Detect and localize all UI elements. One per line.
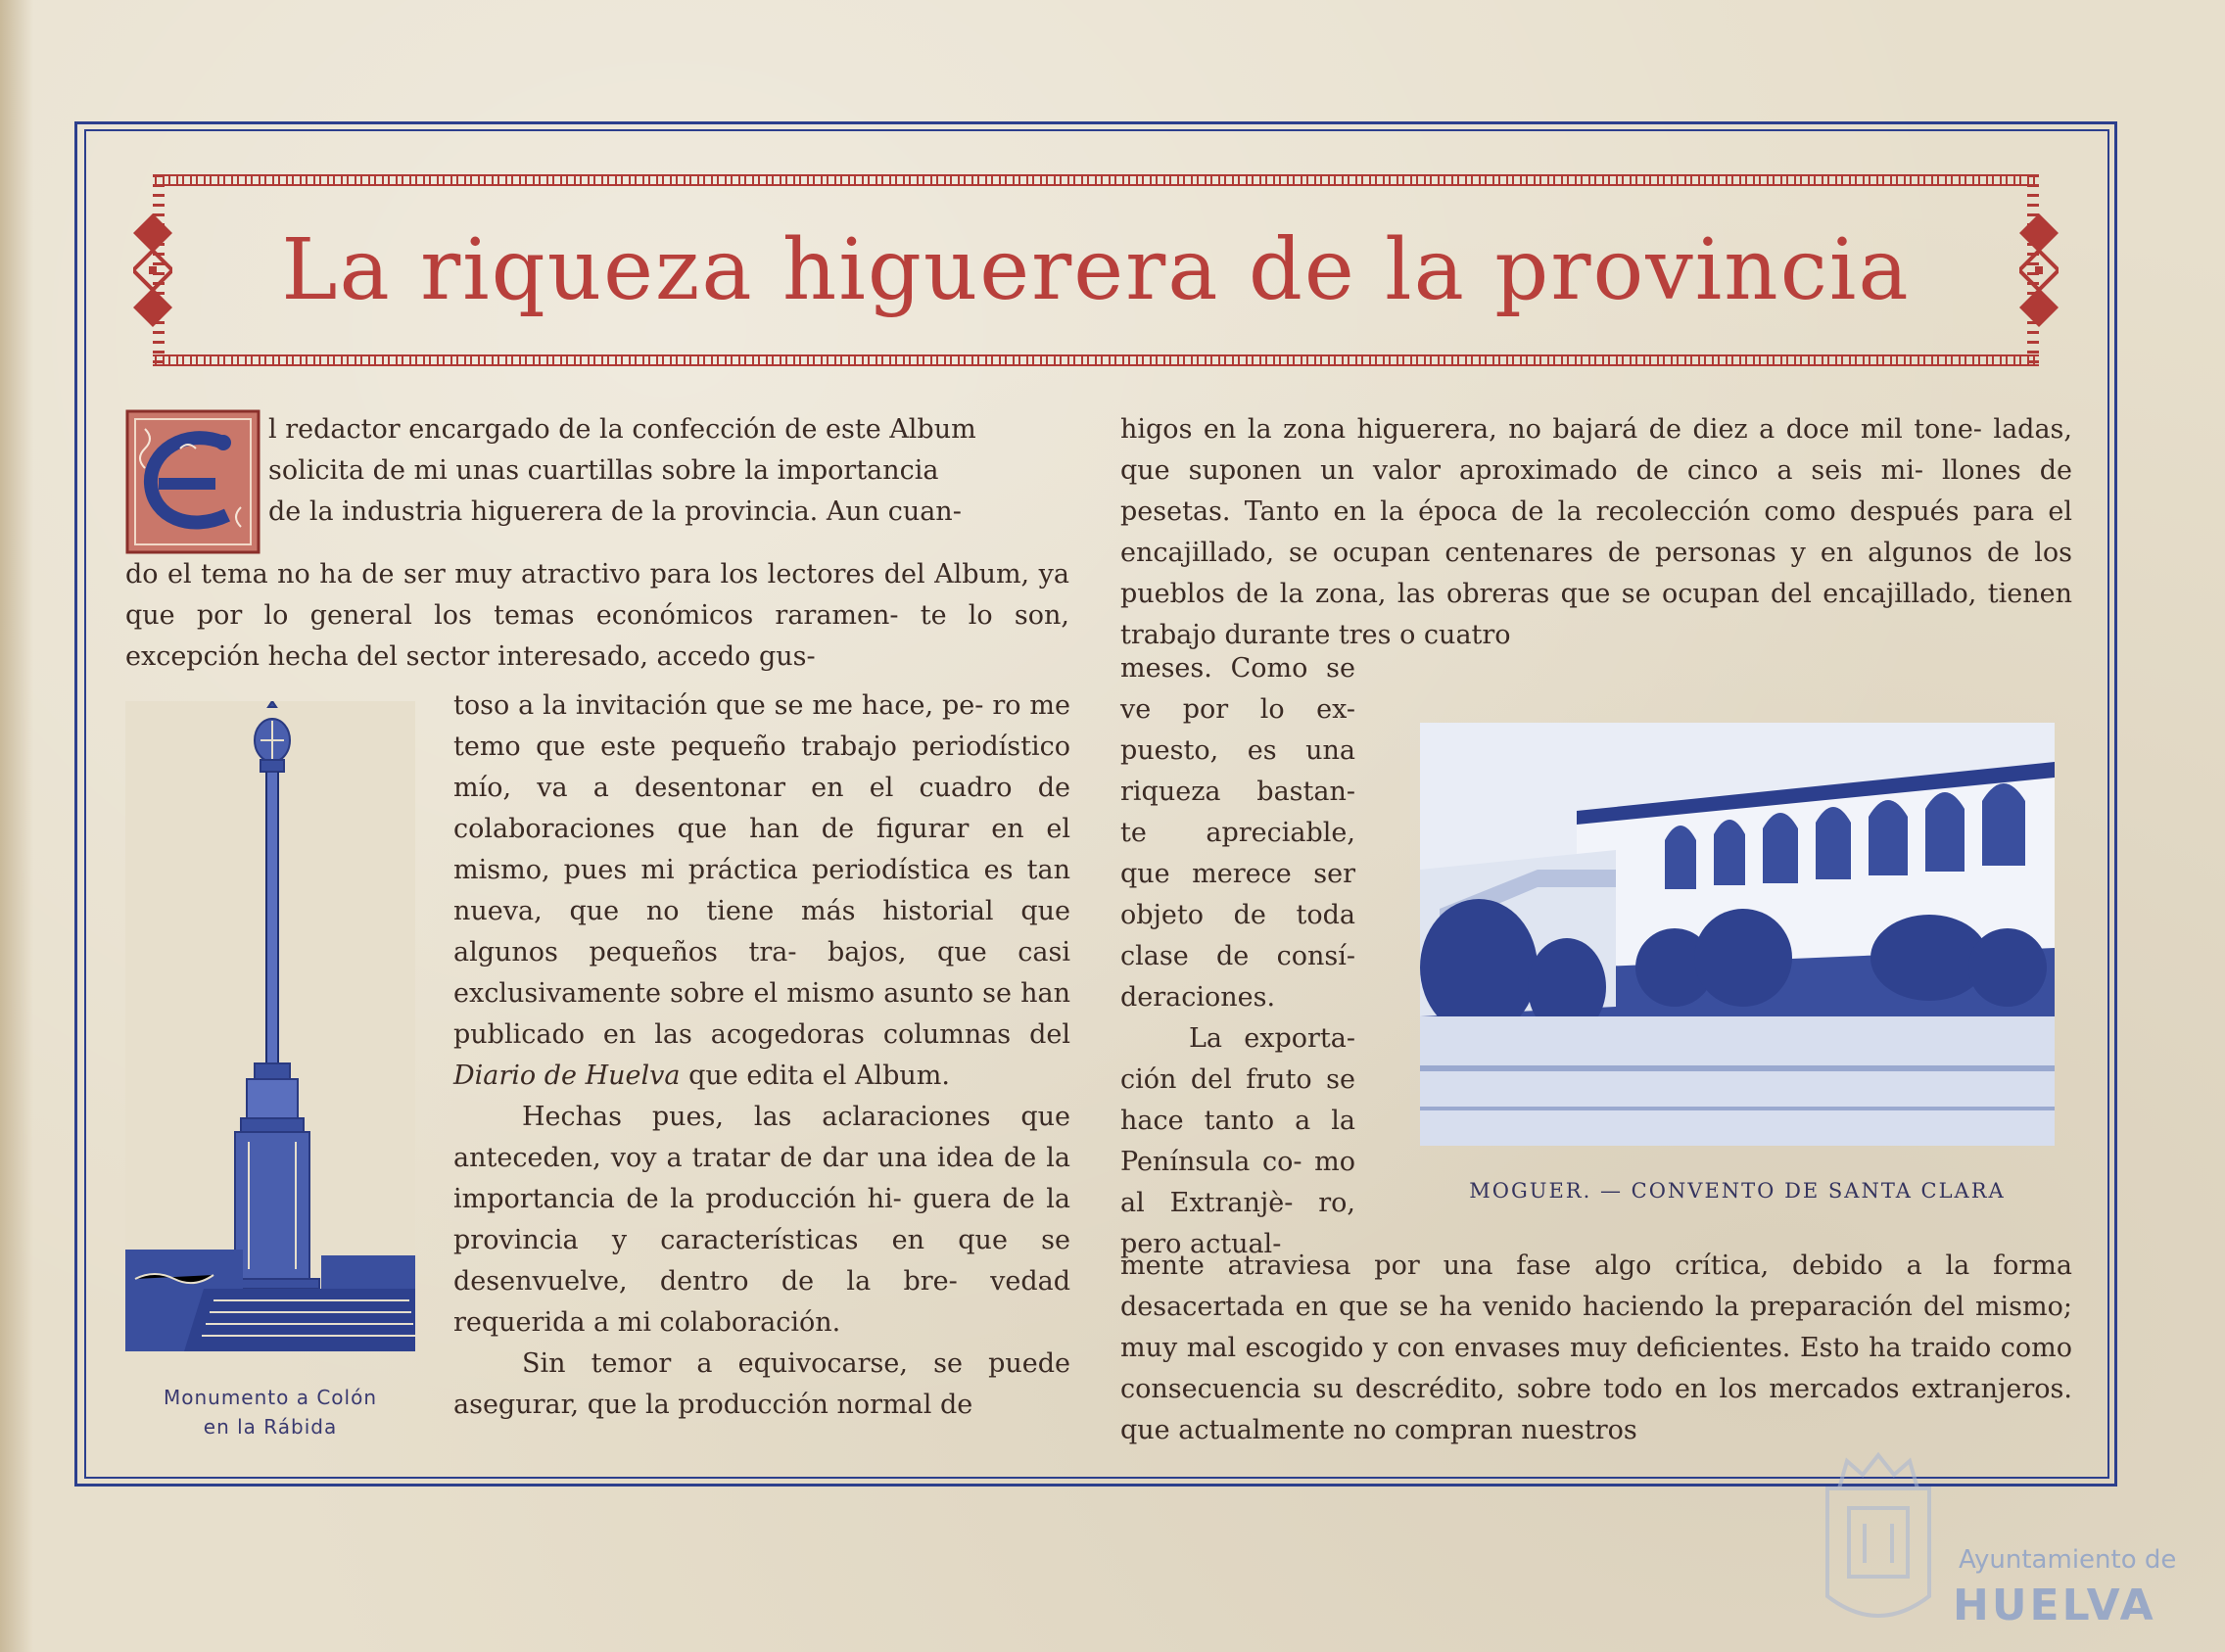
title-banner (153, 174, 2039, 366)
ornament-left-icon (133, 213, 172, 327)
right-column-top: higos en la zona higuerera, no bajará de diez a doce mil tone- ladas, que suponen un valor aproximado de cinco a seis mi- llones de pesetas. Tanto en la época de la recolección como después para el encajillado, se ocupan centenares de personas y en algunos de los pueblos de la zona, las obreras que se ocupan del encajillado, tienen trabajo durante tres o cuatro (1120, 414, 2072, 650)
left-paragraph-3: Sin temor a equivocarse, se puede asegurar, que la producción normal de (453, 1348, 1070, 1420)
right-paragraph-2: La exporta- ción del fruto se hace tanto a la Península co- mo al Extranjè- ro, pero actual- (1120, 1023, 1355, 1259)
intro-line-3: de la industria higuerera de la provincia. Aun cuan- (268, 496, 962, 527)
ornament-border-bottom (153, 354, 2039, 366)
photo-caption: MOGUER. — CONVENTO DE SANTA CLARA (1469, 1179, 2006, 1203)
convent-photo (1420, 723, 2055, 1146)
intro-rest: do el tema no ha de ser muy atractivo para los lectores del Album, ya que por lo general los temas económicos raramen- te lo son, excepción hecha del sector interesado, accedo gus- (125, 559, 1069, 672)
left-paragraph-1-text: toso a la invitación que se me hace, pe- ro me temo que este pequeño trabajo periodístico mío, va a desentonar en el cuadro de colaboraciones que han de figurar en el mismo, pues mi práctica periodística es tan nueva, que no tiene más historial que algunos pequeños tra- bajos, que casi exclusivamente sobre el mismo asunto se han publicado en las acogedoras columnas del (453, 690, 1070, 1050)
monument-illustration (125, 701, 415, 1351)
ornament-right-icon (2019, 213, 2059, 327)
right-column-middle (1120, 648, 1355, 1265)
page-title: La riqueza higuerera de la provincia (281, 221, 1911, 319)
intro-line-1: l redactor encargado de la confección de este Album (268, 414, 976, 445)
intro-line-2: solicita de mi unas cuartillas sobre la importancia (268, 455, 939, 486)
watermark-line-1: Ayuntamiento de (1959, 1545, 2177, 1575)
ornament-border-top (153, 174, 2039, 186)
monument-caption-line-1: Monumento a Colón (163, 1386, 378, 1409)
drop-cap-e-icon (125, 409, 260, 554)
right-paragraph-1: meses. Como se ve por lo ex- puesto, es una riqueza bastan- te apreciable, que merece ser objeto de toda clase de consí- deraciones. (1120, 653, 1355, 1013)
right-column-bottom: mente atraviesa por una fase algo crítica, debido a la forma desacertada en que se ha venido haciendo la preparación del mismo; muy mal escogido y con envases muy deficientes. Esto ha traido como consecuencia su descrédito, sobre todo en los mercados extranjeros. que actualmente no compran nuestros (1120, 1251, 2072, 1445)
left-paragraph-2: Hechas pues, las aclaraciones que anteceden, voy a tratar de dar una idea de la importancia de la producción hi- guera de la provincia y características en que se desenvuelve, dentro de la bre- vedad requerida a mi colaboración. (453, 1102, 1070, 1338)
monument-caption (125, 1383, 415, 1441)
left-paragraph-1-end: que edita el Album. (688, 1061, 950, 1091)
left-paragraph-1 (453, 685, 1070, 1097)
left-column (453, 685, 1070, 1426)
newspaper-name: Diario de Huelva (453, 1061, 681, 1091)
page-edge (0, 0, 33, 1652)
watermark-line-2: HUELVA (1953, 1581, 2156, 1630)
intro-paragraph (125, 409, 1069, 678)
monument-caption-line-2: en la Rábida (203, 1415, 338, 1439)
